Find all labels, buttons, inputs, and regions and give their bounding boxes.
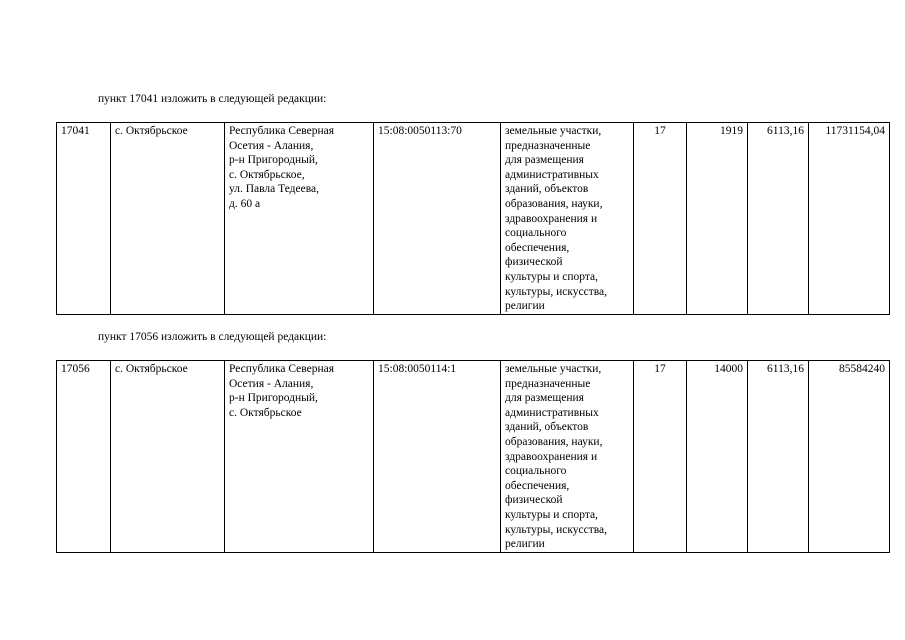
amendment-intro-17056: пункт 17056 изложить в следующей редакции: — [98, 331, 327, 343]
record-number: 17041 — [57, 123, 111, 315]
land-use-line: культуры, искусства, — [505, 285, 607, 298]
record-table-17056 — [56, 360, 890, 553]
address-line: Республика Северная — [229, 125, 335, 137]
land-use-line: социального — [505, 465, 567, 478]
address-line: р-н Пригородный, — [229, 392, 318, 405]
land-use-line: административных — [505, 168, 599, 181]
table-row — [57, 361, 890, 553]
land-use-line: культуры и спорта, — [505, 508, 598, 521]
address-line: с. Октябрьское — [229, 406, 302, 419]
land-use-line: предназначенные — [505, 377, 591, 390]
address-line: с. Октябрьское, — [229, 168, 305, 181]
land-use-line: культуры и спорта, — [505, 270, 598, 283]
amendment-intro-17041: пункт 17041 изложить в следующей редакции: — [98, 93, 327, 105]
land-use-line: земельные участки, — [505, 125, 602, 137]
land-use-line: зданий, объектов — [505, 421, 589, 434]
address-line: д. 60 а — [229, 197, 261, 210]
record-category: 17 — [634, 361, 687, 553]
land-use-line: социального — [505, 227, 567, 240]
record-address — [225, 361, 374, 553]
address-line: Республика Северная — [229, 363, 335, 375]
table-row — [57, 123, 890, 315]
land-use-line: образования, науки, — [505, 197, 603, 210]
address-line: ул. Павла Тедеева, — [229, 183, 319, 196]
record-land-use — [501, 123, 634, 315]
land-use-line: для размещения — [505, 154, 584, 167]
land-use-line: культуры, искусства, — [505, 523, 607, 536]
land-use-line: физической — [505, 494, 563, 507]
record-number: 17056 — [57, 361, 111, 553]
record-cadastral-number: 15:08:0050113:70 — [374, 123, 501, 315]
record-rate: 6113,16 — [748, 361, 809, 553]
record-place: с. Октябрьское — [111, 123, 225, 315]
record-land-use — [501, 361, 634, 553]
land-use-line: зданий, объектов — [505, 183, 589, 196]
record-area: 1919 — [687, 123, 748, 315]
land-use-line: здравоохранения и — [505, 212, 598, 225]
record-area: 14000 — [687, 361, 748, 553]
record-category: 17 — [634, 123, 687, 315]
land-use-line: обеспечения, — [505, 241, 570, 254]
land-use-line: физической — [505, 256, 563, 269]
land-use-line: здравоохранения и — [505, 450, 598, 463]
address-line: р-н Пригородный, — [229, 154, 318, 167]
record-address — [225, 123, 374, 315]
land-use-line: образования, науки, — [505, 435, 603, 448]
land-use-line: земельные участки, — [505, 363, 602, 375]
record-cadastral-value: 11731154,04 — [809, 123, 890, 315]
record-cadastral-number: 15:08:0050114:1 — [374, 361, 501, 553]
land-use-line: предназначенные — [505, 139, 591, 152]
record-cadastral-value: 85584240 — [809, 361, 890, 553]
land-use-line: для размещения — [505, 392, 584, 405]
land-use-line: религии — [505, 300, 545, 313]
land-use-line: административных — [505, 406, 599, 419]
record-rate: 6113,16 — [748, 123, 809, 315]
address-line: Осетия - Алания, — [229, 139, 314, 152]
record-place: с. Октябрьское — [111, 361, 225, 553]
address-line: Осетия - Алания, — [229, 377, 314, 390]
land-use-line: религии — [505, 538, 545, 551]
land-use-line: обеспечения, — [505, 479, 570, 492]
record-table-17041 — [56, 122, 890, 315]
